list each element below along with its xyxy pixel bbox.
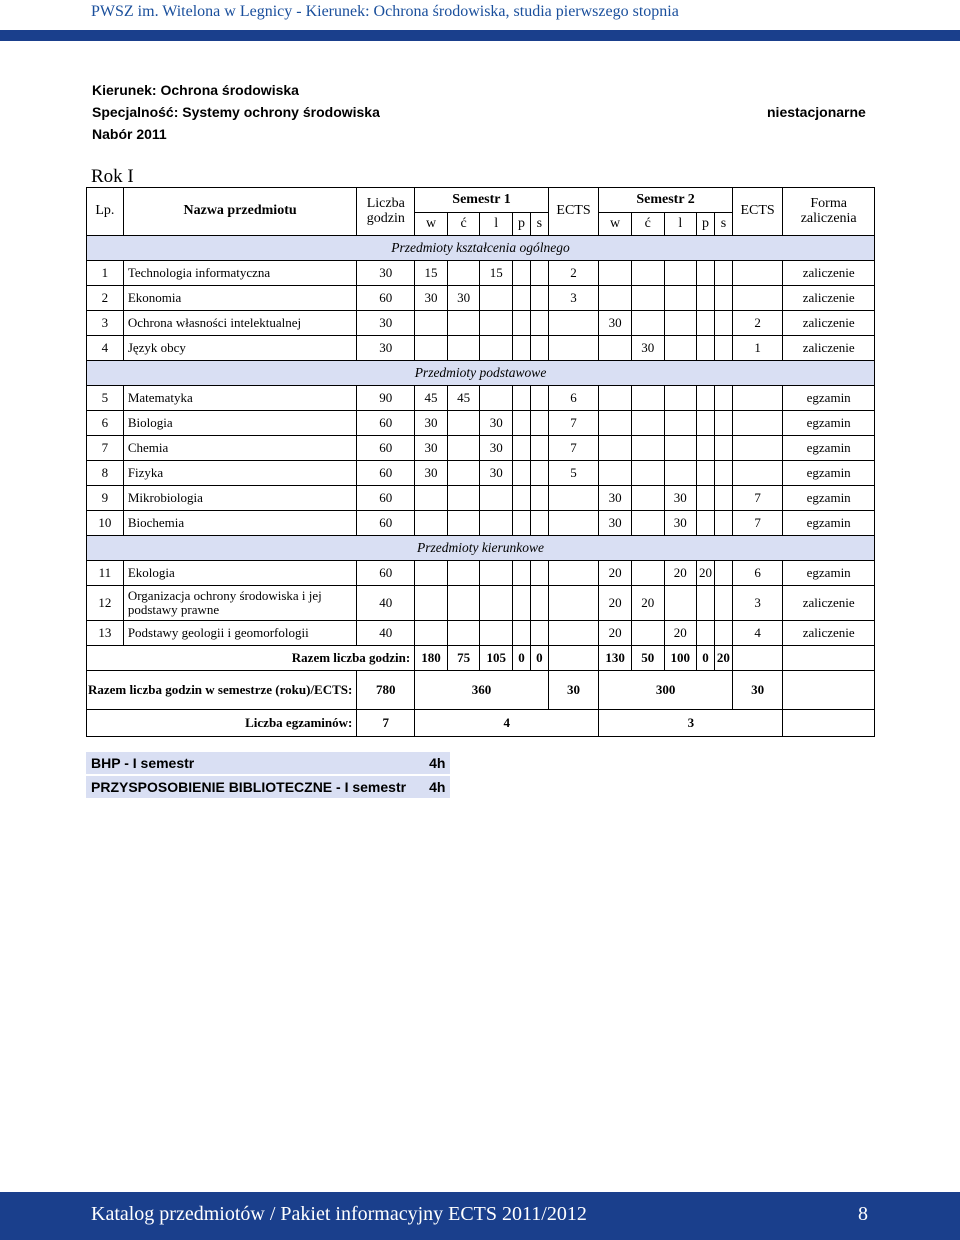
row-sem2-value <box>631 621 664 646</box>
row-course-name: Biologia <box>123 411 357 436</box>
year-heading: Rok I <box>91 166 134 187</box>
row-forma: egzamin <box>783 486 875 511</box>
row-sem2-value <box>714 286 732 311</box>
row-course-name: Podstawy geologii i geomorfologii <box>123 621 357 646</box>
row-sem1-value <box>530 286 548 311</box>
exams-label: Liczba egzaminów: <box>87 710 357 737</box>
col-header-type: s <box>714 213 732 236</box>
row-sem2-value <box>714 336 732 361</box>
row-lp: 13 <box>87 621 124 646</box>
row-course-name: Chemia <box>123 436 357 461</box>
row-lp: 3 <box>87 311 124 336</box>
row-sem1-value: 30 <box>480 461 513 486</box>
extra-course-row <box>86 775 450 799</box>
row-sem2-value: 20 <box>664 621 697 646</box>
row-sem1-value <box>530 311 548 336</box>
row-ects1: 5 <box>548 461 598 486</box>
row-sem1-value <box>513 436 531 461</box>
row-sem1-value <box>415 561 448 586</box>
row-sem2-value <box>714 411 732 436</box>
row-sem2-value <box>631 386 664 411</box>
row-sem2-value <box>599 411 632 436</box>
totals-sem2-value: 130 <box>599 646 632 671</box>
row-sem2-value <box>697 261 715 286</box>
row-ects1: 7 <box>548 411 598 436</box>
row-course-name: Organizacja ochrony środowiska i jej podstawy prawne <box>123 586 357 621</box>
row-sem2-value: 20 <box>664 561 697 586</box>
row-sem1-value <box>415 311 448 336</box>
row-sem1-value <box>530 411 548 436</box>
row-sem1-value <box>447 436 480 461</box>
row-sem2-value <box>697 386 715 411</box>
row-forma: zaliczenie <box>783 311 875 336</box>
semester1-hours-total: 360 <box>415 671 549 710</box>
row-sem1-value <box>447 336 480 361</box>
row-sem2-value <box>714 486 732 511</box>
page-footer <box>0 1192 960 1240</box>
row-hours: 30 <box>357 311 415 336</box>
row-sem1-value <box>447 311 480 336</box>
row-sem2-value: 30 <box>631 336 664 361</box>
row-sem2-value <box>697 286 715 311</box>
col-header-lp: Lp. <box>87 188 124 236</box>
totals-sem2-value: 50 <box>631 646 664 671</box>
row-sem2-value: 30 <box>599 486 632 511</box>
row-sem1-value <box>480 336 513 361</box>
extra-courses-table <box>86 752 450 800</box>
semester2-ects-total: 30 <box>732 671 782 710</box>
row-sem1-value: 30 <box>415 436 448 461</box>
row-sem1-value <box>513 511 531 536</box>
row-hours: 90 <box>357 386 415 411</box>
extra-course-label: PRZYSPOSOBIENIE BIBLIOTECZNE - I semestr <box>86 775 411 799</box>
table-row <box>87 386 875 411</box>
totals-sem2-value: 100 <box>664 646 697 671</box>
row-forma: egzamin <box>783 461 875 486</box>
row-sem2-value <box>714 461 732 486</box>
row-sem2-value <box>664 461 697 486</box>
row-ects1 <box>548 621 598 646</box>
totals-label: Razem liczba godzin: <box>87 646 415 671</box>
row-sem1-value <box>447 261 480 286</box>
row-forma: zaliczenie <box>783 336 875 361</box>
totals-sem1-value: 105 <box>480 646 513 671</box>
row-forma: zaliczenie <box>783 586 875 621</box>
section-title: Przedmioty podstawowe <box>87 361 875 386</box>
row-sem2-value <box>714 561 732 586</box>
exams-sem2: 3 <box>599 710 783 737</box>
semester2-hours-total: 300 <box>599 671 733 710</box>
study-plan-table <box>86 187 875 737</box>
row-sem1-value <box>447 461 480 486</box>
row-sem1-value <box>447 511 480 536</box>
row-hours: 60 <box>357 411 415 436</box>
row-sem1-value <box>447 561 480 586</box>
row-sem1-value <box>480 286 513 311</box>
row-sem2-value <box>714 386 732 411</box>
row-sem2-value <box>631 561 664 586</box>
row-course-name: Język obcy <box>123 336 357 361</box>
extra-course-hours: 4h <box>411 775 450 799</box>
totals-ects2-empty <box>732 646 782 671</box>
row-ects1 <box>548 311 598 336</box>
semester-totals-forma-empty <box>783 671 875 710</box>
row-sem2-value: 20 <box>697 561 715 586</box>
col-header-type: ć <box>631 213 664 236</box>
row-sem1-value <box>513 411 531 436</box>
row-ects2: 7 <box>732 511 782 536</box>
row-sem1-value: 30 <box>480 411 513 436</box>
col-header-name: Nazwa przedmiotu <box>123 188 357 236</box>
row-sem1-value <box>513 336 531 361</box>
exams-total: 7 <box>357 710 415 737</box>
totals-forma-empty <box>783 646 875 671</box>
totals-row <box>87 646 875 671</box>
row-forma: zaliczenie <box>783 621 875 646</box>
row-lp: 7 <box>87 436 124 461</box>
row-sem2-value <box>599 386 632 411</box>
row-lp: 8 <box>87 461 124 486</box>
row-course-name: Matematyka <box>123 386 357 411</box>
row-ects1 <box>548 336 598 361</box>
row-sem2-value <box>599 336 632 361</box>
table-row <box>87 621 875 646</box>
extra-course-label: BHP - I semestr <box>86 752 411 775</box>
col-header-type: l <box>664 213 697 236</box>
row-course-name: Ekonomia <box>123 286 357 311</box>
row-ects2: 3 <box>732 586 782 621</box>
col-header-type: l <box>480 213 513 236</box>
col-header-sem1: Semestr 1 <box>415 188 549 213</box>
row-sem2-value <box>697 336 715 361</box>
row-sem1-value <box>415 511 448 536</box>
exams-row <box>87 710 875 737</box>
row-ects2 <box>732 461 782 486</box>
row-sem2-value <box>664 336 697 361</box>
row-sem1-value: 30 <box>480 436 513 461</box>
row-sem2-value <box>697 586 715 621</box>
col-header-sem2: Semestr 2 <box>599 188 733 213</box>
row-sem2-value: 20 <box>599 621 632 646</box>
running-header <box>0 0 960 26</box>
row-sem2-value <box>599 261 632 286</box>
row-forma: zaliczenie <box>783 286 875 311</box>
row-sem2-value <box>697 461 715 486</box>
row-ects1 <box>548 511 598 536</box>
row-sem2-value <box>631 311 664 336</box>
row-sem1-value <box>530 261 548 286</box>
row-sem2-value <box>697 621 715 646</box>
row-sem2-value: 20 <box>599 586 632 621</box>
section-title: Przedmioty kierunkowe <box>87 536 875 561</box>
table-row <box>87 411 875 436</box>
totals-sem1-value: 75 <box>447 646 480 671</box>
row-ects1 <box>548 486 598 511</box>
row-ects2 <box>732 436 782 461</box>
row-sem2-value: 20 <box>631 586 664 621</box>
row-sem1-value: 30 <box>415 411 448 436</box>
page-number: 8 <box>858 1203 868 1225</box>
row-ects1: 2 <box>548 261 598 286</box>
row-ects2 <box>732 286 782 311</box>
row-sem1-value <box>415 486 448 511</box>
col-header-ects2: ECTS <box>732 188 782 236</box>
row-sem2-value <box>599 286 632 311</box>
row-forma: egzamin <box>783 511 875 536</box>
col-header-forma: Forma zaliczenia <box>783 188 875 236</box>
footer-title: Katalog przedmiotów / Pakiet informacyjny ECTS 2011/2012 <box>91 1203 587 1225</box>
row-sem1-value <box>530 586 548 621</box>
row-hours: 30 <box>357 261 415 286</box>
col-header-type: ć <box>447 213 480 236</box>
row-sem2-value <box>631 486 664 511</box>
row-sem1-value: 15 <box>415 261 448 286</box>
table-row <box>87 461 875 486</box>
table-row <box>87 286 875 311</box>
row-sem2-value <box>714 261 732 286</box>
semester-totals-all: 780 <box>357 671 415 710</box>
row-course-name: Ochrona własności intelektualnej <box>123 311 357 336</box>
row-sem2-value <box>599 461 632 486</box>
row-sem2-value <box>664 436 697 461</box>
row-sem1-value <box>415 621 448 646</box>
table-row <box>87 311 875 336</box>
row-sem2-value <box>697 486 715 511</box>
row-lp: 9 <box>87 486 124 511</box>
row-sem2-value <box>631 436 664 461</box>
study-mode: niestacjonarne <box>767 104 866 120</box>
row-ects1 <box>548 586 598 621</box>
row-sem1-value <box>480 586 513 621</box>
row-sem1-value <box>480 486 513 511</box>
row-sem1-value <box>447 411 480 436</box>
row-hours: 60 <box>357 286 415 311</box>
row-sem2-value <box>697 511 715 536</box>
row-hours: 60 <box>357 561 415 586</box>
row-sem1-value <box>530 386 548 411</box>
row-hours: 30 <box>357 336 415 361</box>
row-ects2 <box>732 386 782 411</box>
row-sem2-value <box>664 286 697 311</box>
col-header-hours: Liczba godzin <box>357 188 415 236</box>
row-ects2: 1 <box>732 336 782 361</box>
row-sem2-value <box>697 436 715 461</box>
row-lp: 1 <box>87 261 124 286</box>
row-sem1-value <box>513 311 531 336</box>
col-header-type: w <box>599 213 632 236</box>
row-ects1 <box>548 561 598 586</box>
row-forma: egzamin <box>783 411 875 436</box>
col-header-ects1: ECTS <box>548 188 598 236</box>
row-forma: egzamin <box>783 561 875 586</box>
row-ects2: 2 <box>732 311 782 336</box>
exams-forma-empty <box>783 710 875 737</box>
extra-course-hours: 4h <box>411 752 450 775</box>
row-sem1-value <box>415 586 448 621</box>
row-sem1-value <box>530 336 548 361</box>
row-sem1-value <box>447 586 480 621</box>
header-row <box>87 188 875 213</box>
row-sem1-value <box>530 436 548 461</box>
row-hours: 60 <box>357 461 415 486</box>
row-lp: 11 <box>87 561 124 586</box>
col-header-type: w <box>415 213 448 236</box>
row-lp: 2 <box>87 286 124 311</box>
semester-totals-label: Razem liczba godzin w semestrze (roku)/ECTS: <box>87 671 357 710</box>
row-sem2-value <box>599 436 632 461</box>
row-sem2-value <box>664 386 697 411</box>
row-sem2-value <box>714 586 732 621</box>
row-lp: 12 <box>87 586 124 621</box>
row-forma: egzamin <box>783 386 875 411</box>
row-sem1-value <box>513 486 531 511</box>
totals-sem1-value: 0 <box>513 646 531 671</box>
totals-sem2-value: 20 <box>714 646 732 671</box>
extra-course-row <box>86 752 450 775</box>
row-sem1-value <box>447 486 480 511</box>
row-forma: zaliczenie <box>783 261 875 286</box>
semester1-ects-total: 30 <box>548 671 598 710</box>
table-row <box>87 336 875 361</box>
table-row <box>87 511 875 536</box>
row-sem2-value: 30 <box>599 311 632 336</box>
section-title: Przedmioty kształcenia ogólnego <box>87 236 875 261</box>
row-sem1-value <box>513 286 531 311</box>
table-row <box>87 486 875 511</box>
row-sem1-value <box>480 621 513 646</box>
row-sem2-value <box>714 511 732 536</box>
row-sem1-value <box>480 561 513 586</box>
row-ects1: 6 <box>548 386 598 411</box>
row-sem2-value <box>714 311 732 336</box>
row-ects2: 7 <box>732 486 782 511</box>
row-ects2: 6 <box>732 561 782 586</box>
section-header <box>87 536 875 561</box>
row-lp: 5 <box>87 386 124 411</box>
row-sem1-value <box>530 461 548 486</box>
row-sem1-value <box>530 621 548 646</box>
row-sem1-value: 45 <box>415 386 448 411</box>
semester-totals-row <box>87 671 875 710</box>
row-sem1-value <box>513 561 531 586</box>
table-row <box>87 586 875 621</box>
row-sem2-value <box>697 311 715 336</box>
row-sem2-value <box>631 261 664 286</box>
row-ects2 <box>732 411 782 436</box>
row-hours: 60 <box>357 436 415 461</box>
totals-sem1-value: 180 <box>415 646 448 671</box>
header-rule <box>0 30 960 41</box>
row-sem1-value: 30 <box>447 286 480 311</box>
row-sem1-value <box>447 621 480 646</box>
row-sem2-value <box>714 621 732 646</box>
row-sem2-value <box>631 411 664 436</box>
row-forma: egzamin <box>783 436 875 461</box>
row-course-name: Ekologia <box>123 561 357 586</box>
row-sem2-value: 30 <box>664 486 697 511</box>
col-header-type: p <box>697 213 715 236</box>
row-course-name: Technologia informatyczna <box>123 261 357 286</box>
row-sem1-value <box>480 311 513 336</box>
section-header <box>87 236 875 261</box>
row-sem2-value <box>714 436 732 461</box>
row-course-name: Fizyka <box>123 461 357 486</box>
row-sem2-value <box>697 411 715 436</box>
row-sem1-value <box>513 261 531 286</box>
row-ects2 <box>732 261 782 286</box>
row-sem2-value <box>664 411 697 436</box>
row-sem2-value: 30 <box>664 511 697 536</box>
row-sem1-value <box>513 586 531 621</box>
row-sem1-value <box>513 386 531 411</box>
row-hours: 60 <box>357 486 415 511</box>
row-hours: 60 <box>357 511 415 536</box>
row-sem1-value: 30 <box>415 286 448 311</box>
exams-sem1: 4 <box>415 710 599 737</box>
row-sem1-value: 30 <box>415 461 448 486</box>
col-header-type: p <box>513 213 531 236</box>
row-sem1-value <box>480 511 513 536</box>
row-sem2-value <box>631 286 664 311</box>
section-header <box>87 361 875 386</box>
row-lp: 10 <box>87 511 124 536</box>
table-row <box>87 436 875 461</box>
row-hours: 40 <box>357 621 415 646</box>
kierunek-line: Kierunek: Ochrona środowiska <box>92 82 299 98</box>
row-sem1-value <box>513 621 531 646</box>
col-header-type: s <box>530 213 548 236</box>
row-sem1-value <box>530 561 548 586</box>
totals-sem2-value: 0 <box>697 646 715 671</box>
row-hours: 40 <box>357 586 415 621</box>
row-sem2-value: 20 <box>599 561 632 586</box>
row-lp: 6 <box>87 411 124 436</box>
row-sem1-value <box>530 511 548 536</box>
table-row <box>87 561 875 586</box>
totals-sem1-value: 0 <box>530 646 548 671</box>
row-sem2-value: 30 <box>599 511 632 536</box>
row-sem1-value <box>480 386 513 411</box>
running-title: PWSZ im. Witelona w Legnicy - Kierunek: Ochrona środowiska, studia pierwszego stopnia <box>91 3 679 20</box>
row-sem2-value <box>631 511 664 536</box>
row-sem1-value <box>530 486 548 511</box>
row-lp: 4 <box>87 336 124 361</box>
row-sem2-value <box>664 586 697 621</box>
row-course-name: Mikrobiologia <box>123 486 357 511</box>
row-sem1-value <box>513 461 531 486</box>
row-sem2-value <box>664 261 697 286</box>
row-sem2-value <box>664 311 697 336</box>
row-sem1-value: 15 <box>480 261 513 286</box>
row-ects2: 4 <box>732 621 782 646</box>
row-sem1-value: 45 <box>447 386 480 411</box>
table-row <box>87 261 875 286</box>
nabor-line: Nabór 2011 <box>92 126 167 142</box>
specjalnosc-line: Specjalność: Systemy ochrony środowiska <box>92 104 380 120</box>
row-ects1: 3 <box>548 286 598 311</box>
totals-ects1-empty <box>548 646 598 671</box>
row-sem2-value <box>631 461 664 486</box>
row-ects1: 7 <box>548 436 598 461</box>
row-sem1-value <box>415 336 448 361</box>
row-course-name: Biochemia <box>123 511 357 536</box>
